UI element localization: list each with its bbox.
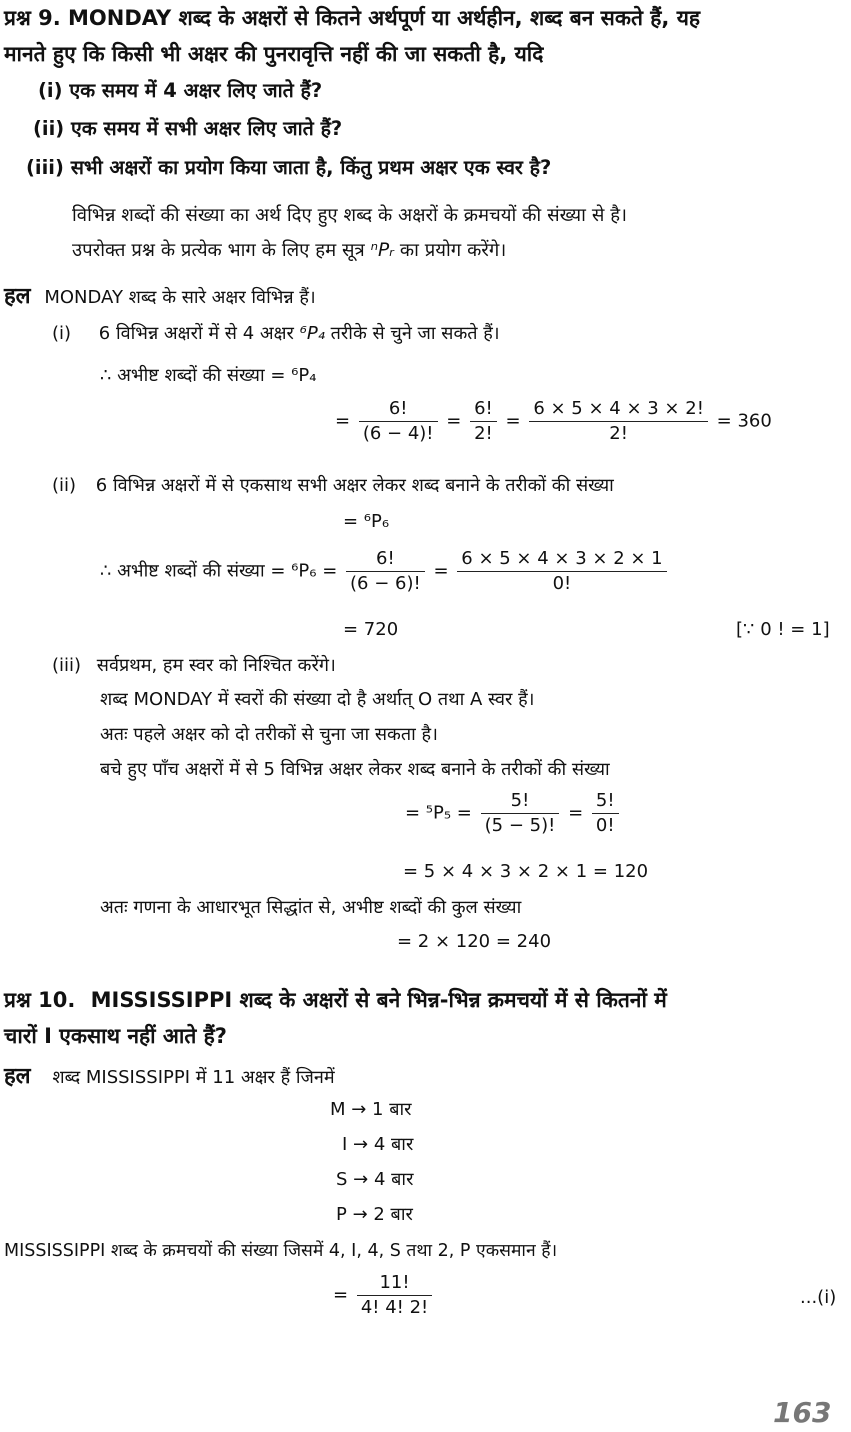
count-i: I → 4 बार xyxy=(342,1134,414,1155)
solution-9-ii-bracket: [∵ 0 ! = 1] xyxy=(736,619,830,640)
question-9-part-ii xyxy=(33,118,342,140)
question-9-part-i xyxy=(38,80,322,102)
solution-9-intro xyxy=(4,284,316,309)
question-9-line-2: मानते हुए कि किसी भी अक्षर की पुनरावृत्ति नहीं की जा सकती है, यदि xyxy=(4,42,544,66)
solution-9-iii-line-4: बचे हुए पाँच अक्षरों में से 5 विभिन्न अक्षर लेकर शब्द बनाने के तरीकों की संख्या xyxy=(100,759,610,780)
question-9-part-iii xyxy=(26,157,551,179)
part-text: 6 विभिन्न अक्षरों में से 4 अक्षर xyxy=(98,323,294,344)
solution-label: हल xyxy=(4,284,31,309)
solution-10-perm-line: MISSISSIPPI शब्द के क्रमचयों की संख्या जिसमें 4, I, 4, S तथा 2, P एकसमान हैं। xyxy=(4,1241,558,1261)
part-number: (i) xyxy=(38,79,63,102)
equation-label: ...(i) xyxy=(800,1287,837,1308)
question-9-label: प्रश्न 9. xyxy=(4,6,61,30)
fraction: $\frac{6!}{(6 - 6)!}$ xyxy=(346,548,425,595)
solution-9-iii-equation: = ⁵P₅ = $\frac{5!}{(5 - 5)!}$ = $\frac{5!}{0!}$ xyxy=(405,790,622,837)
question-10-text-1: MISSISSIPPI शब्द के अक्षरों से बने भिन्न-भिन्न क्रमचयों में से कितनों में xyxy=(90,988,667,1012)
solution-9-ii-result: = 720 xyxy=(343,619,399,640)
part-number: (iii) xyxy=(52,655,82,676)
fraction: $\frac{6 \times 5 \times 4 \times 3 \times 2 \times 1}{0!}$ xyxy=(457,548,666,595)
solution-9-part-i-line xyxy=(52,324,500,345)
solution-10-equation: = $\frac{11!}{4! 4! 2!}$ xyxy=(333,1272,435,1319)
formula-symbol: ⁶P₄ xyxy=(299,323,325,344)
equation-prefix: ∴ अभीष्ट शब्दों की संख्या = ⁶P₆ = xyxy=(100,560,338,582)
count-s: S → 4 बार xyxy=(336,1169,414,1190)
note-line-2 xyxy=(72,240,506,261)
note-text: उपरोक्त प्रश्न के प्रत्येक भाग के लिए हम सूत्र xyxy=(72,240,365,261)
solution-9-part-iii-line xyxy=(52,656,336,677)
fraction: $\frac{11!}{4! 4! 2!}$ xyxy=(357,1272,432,1319)
note-line-1: विभिन्न शब्दों की संख्या का अर्थ दिए हुए शब्द के अक्षरों के क्रमचयों की संख्या से है। xyxy=(72,205,628,226)
part-text: एक समय में सभी अक्षर लिए जाते हैं? xyxy=(71,117,343,140)
fraction: $\frac{6!}{2!}$ xyxy=(470,398,497,445)
equation-prefix: = ⁵P₅ = xyxy=(405,802,472,824)
question-10-line-1 xyxy=(4,988,667,1012)
result: = 360 xyxy=(716,410,772,432)
page-number: 163 xyxy=(773,1396,832,1429)
solution-intro-text: शब्द MISSISSIPPI में 11 अक्षर हैं जिनमें xyxy=(52,1067,335,1088)
part-text: तरीके से चुने जा सकते हैं। xyxy=(330,323,500,344)
part-text: सर्वप्रथम, हम स्वर को निश्चित करेंगे। xyxy=(96,655,336,676)
fraction: $\frac{6!}{(6 - 4)!}$ xyxy=(359,398,438,445)
part-text: 6 विभिन्न अक्षरों में से एकसाथ सभी अक्षर लेकर शब्द बनाने के तरीकों की संख्या xyxy=(95,475,614,496)
part-number: (i) xyxy=(52,323,72,344)
count-p: P → 2 बार xyxy=(336,1204,413,1225)
part-number: (ii) xyxy=(52,475,77,496)
question-10-label: प्रश्न 10. xyxy=(4,988,76,1012)
question-9-line-1 xyxy=(4,6,700,30)
count-m: M → 1 बार xyxy=(330,1099,412,1120)
solution-9-iii-line-2: शब्द MONDAY में स्वरों की संख्या दो है अर्थात् O तथा A स्वर हैं। xyxy=(100,689,535,710)
part-text: एक समय में 4 अक्षर लिए जाते हैं? xyxy=(69,79,323,102)
solution-9-iii-eq3: = 2 × 120 = 240 xyxy=(397,931,552,952)
solution-9-iii-line-3: अतः पहले अक्षर को दो तरीकों से चुना जा सकता है। xyxy=(100,724,438,745)
solution-9-iii-line-5: अतः गणना के आधारभूत सिद्धांत से, अभीष्ट शब्दों की कुल संख्या xyxy=(100,897,522,918)
solution-9-part-ii-line xyxy=(52,476,614,497)
formula-symbol: ⁿPᵣ xyxy=(370,240,394,261)
part-text: सभी अक्षरों का प्रयोग किया जाता है, किंतु प्रथम अक्षर एक स्वर है? xyxy=(70,156,552,179)
fraction: $\frac{5!}{(5 - 5)!}$ xyxy=(481,790,560,837)
note-text: का प्रयोग करेंगे। xyxy=(399,240,507,261)
solution-9-i-therefore: ∴ अभीष्ट शब्दों की संख्या = ⁶P₄ xyxy=(100,365,317,386)
fraction: $\frac{6 \times 5 \times 4 \times 3 \times 2!}{2!}$ xyxy=(529,398,708,445)
part-number: (ii) xyxy=(33,117,65,140)
solution-9-ii-equation: ∴ अभीष्ट शब्दों की संख्या = ⁶P₆ = $\frac{6!}{(6 - 6)!}$ = $\frac{6 \times 5 \times 4 \times 3 \times 2 \times 1}{0!}$ xyxy=(100,548,670,595)
solution-intro-text: MONDAY शब्द के सारे अक्षर विभिन्न हैं। xyxy=(44,287,316,308)
solution-9-ii-eq1: = ⁶P₆ xyxy=(343,511,390,532)
fraction: $\frac{5!}{0!}$ xyxy=(592,790,619,837)
question-10-line-2: चारों I एकसाथ नहीं आते हैं? xyxy=(4,1024,227,1048)
solution-10-intro xyxy=(4,1064,335,1089)
solution-9-i-equation: = $\frac{6!}{(6 - 4)!}$ = $\frac{6!}{2!}$ = $\frac{6 \times 5 \times 4 \times 3 \times 2!}{2!}$ = 360 xyxy=(335,398,772,444)
solution-9-iii-eq2: = 5 × 4 × 3 × 2 × 1 = 120 xyxy=(403,861,649,882)
question-9-text-1: MONDAY शब्द के अक्षरों से कितने अर्थपूर्ण या अर्थहीन, शब्द बन सकते हैं, यह xyxy=(68,6,701,30)
part-number: (iii) xyxy=(26,156,64,179)
solution-label: हल xyxy=(4,1064,31,1089)
